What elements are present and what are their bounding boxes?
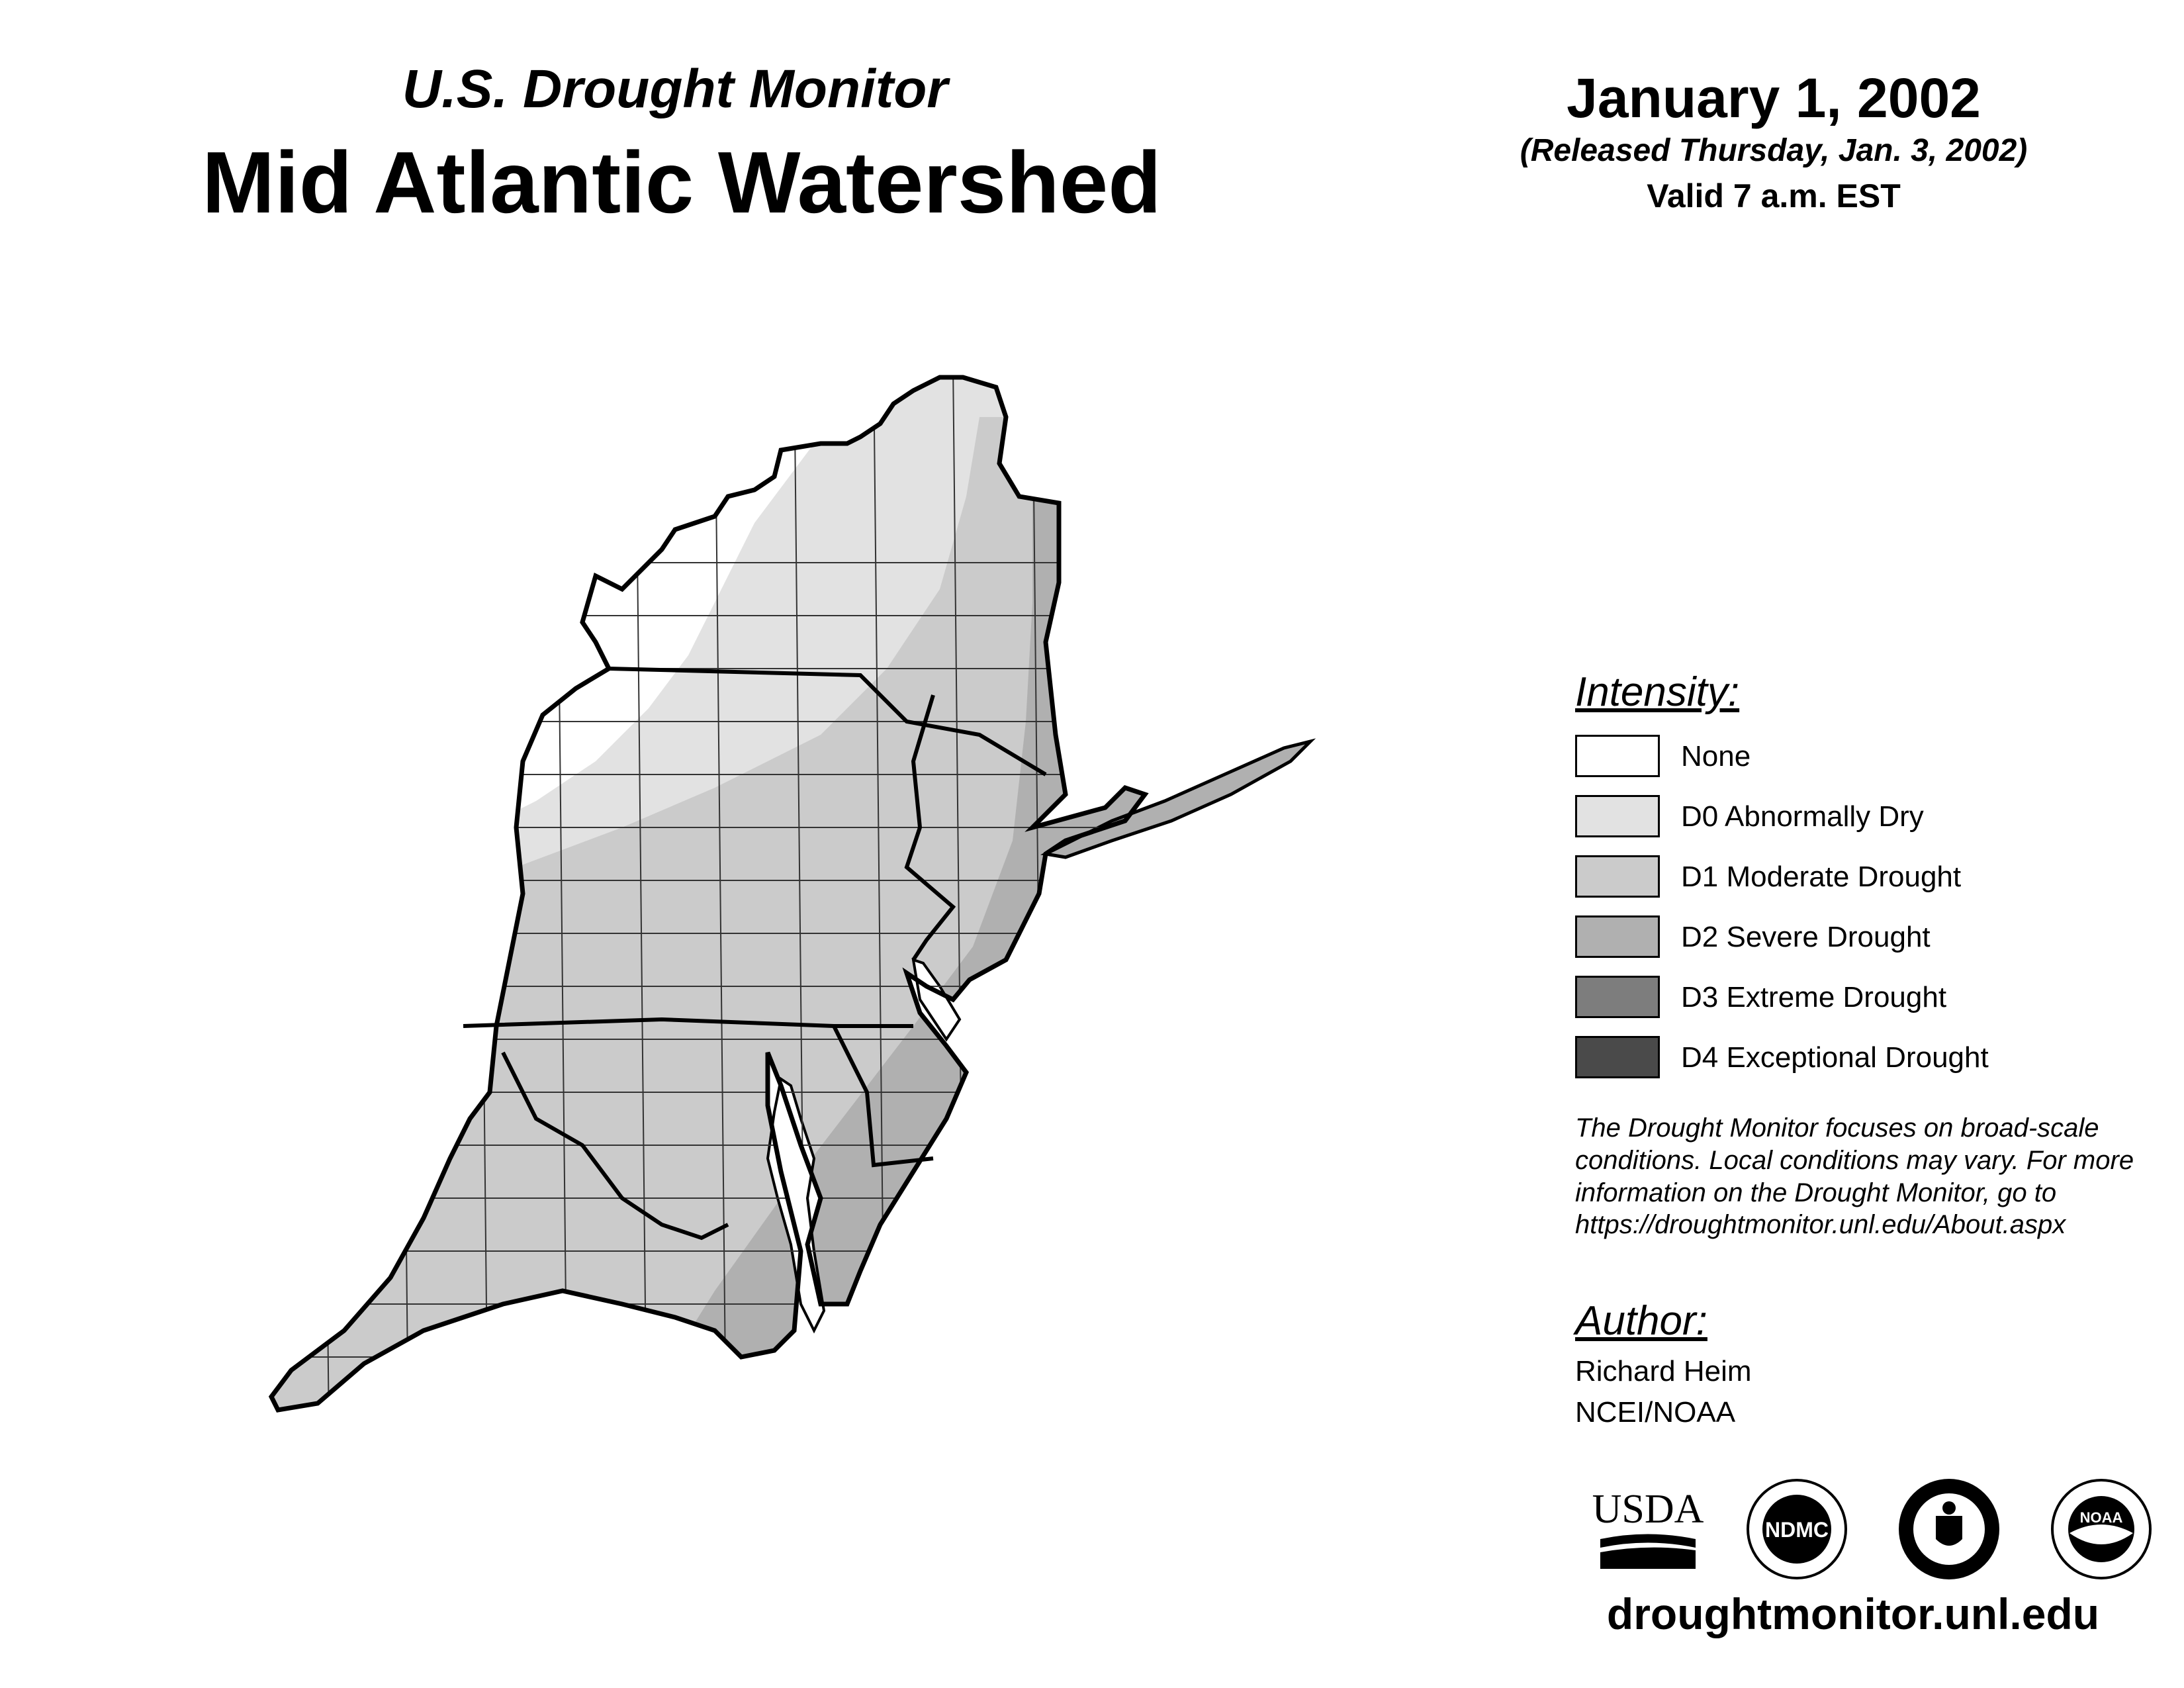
note-line: The Drought Monitor focuses on broad-scale (1575, 1113, 2099, 1143)
legend-label: D0 Abnormally Dry (1681, 800, 1924, 833)
noaa-logo (2048, 1476, 2154, 1582)
valid-time: Valid 7 a.m. EST (1647, 177, 1901, 214)
author-name: Richard Heim (1575, 1355, 1752, 1387)
long-island (1046, 741, 1310, 857)
legend-title: Intensity: (1575, 669, 1740, 715)
usda-logo-text: USDA (1592, 1487, 1704, 1532)
note-link[interactable]: https://droughtmonitor.unl.edu/About.aspx (1575, 1210, 2066, 1240)
region-title: Mid Atlantic Watershed (202, 134, 1161, 231)
disclaimer-note (1575, 1112, 2171, 1241)
author-org: NCEI/NOAA (1575, 1395, 1736, 1429)
legend-label: D3 Extreme Drought (1681, 981, 1947, 1013)
drought-map (251, 364, 1337, 1622)
legend-swatch (1575, 1036, 1660, 1078)
legend-label: D4 Exceptional Drought (1681, 1041, 1989, 1074)
partner-logos (1575, 1476, 2171, 1595)
date-block (1443, 66, 2105, 221)
legend-label: D2 Severe Drought (1681, 921, 1931, 953)
legend-swatch (1575, 976, 1660, 1018)
product-title: U.S. Drought Monitor (402, 59, 948, 119)
author-block (1575, 1297, 2171, 1432)
site-url-link[interactable]: droughtmonitor.unl.edu (1606, 1589, 2100, 1638)
map-date: January 1, 2002 (1567, 67, 1981, 129)
legend-swatch (1575, 795, 1660, 837)
note-line: information on the Drought Monitor, go to (1575, 1178, 2057, 1207)
note-line: conditions. Local conditions may vary. For more (1575, 1145, 2134, 1175)
commerce-seal-icon (1896, 1476, 2002, 1582)
ndmc-logo-text: NDMC (1765, 1518, 1829, 1542)
noaa-logo-text: NOAA (2079, 1509, 2123, 1526)
legend-label: D1 Moderate Drought (1681, 861, 1962, 893)
legend-swatch (1575, 855, 1660, 898)
legend-label: None (1681, 740, 1751, 773)
legend (1575, 669, 2171, 1074)
ndmc-logo (1744, 1476, 1850, 1582)
legend-swatch (1575, 915, 1660, 958)
usda-logo (1588, 1476, 1707, 1575)
author-title: Author: (1575, 1298, 1707, 1344)
release-date: (Released Thursday, Jan. 3, 2002) (1520, 132, 2028, 168)
legend-swatch (1575, 735, 1660, 777)
